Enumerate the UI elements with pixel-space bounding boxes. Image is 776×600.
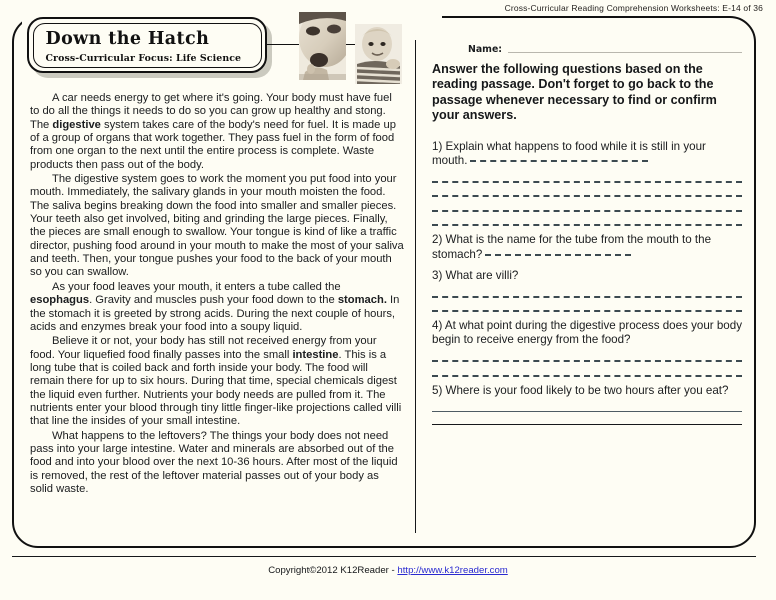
name-input-line[interactable] [508, 52, 742, 53]
name-row [468, 44, 742, 55]
passage-paragraph [30, 281, 404, 334]
title-plate [27, 17, 267, 73]
question-prompt: Where is your food likely to be two hours after you eat? [442, 383, 729, 397]
answer-line[interactable] [432, 411, 742, 412]
questions-list [432, 140, 742, 425]
passage-run: A car needs energy to get where it's going. Your body must have fuel to do all the things it needs to do so you can grow up healthy and stong. The [30, 92, 392, 131]
question-text [432, 384, 742, 398]
page-subtitle: Cross-Curricular Focus: Life Science [45, 53, 242, 64]
series-label: Cross-Curricular Reading Comprehension Worksheets: E-14 of 36 [504, 3, 763, 13]
answer-line[interactable] [432, 224, 742, 226]
question-prompt: Explain what happens to food while it is still in your mouth. [432, 139, 706, 167]
question-text [432, 269, 742, 283]
answer-line[interactable] [432, 424, 742, 425]
passage-term: digestive [52, 118, 101, 131]
answer-line[interactable] [432, 210, 742, 212]
passage-term: stomach. [337, 294, 387, 307]
passage-run: What happens to the leftovers? The things your body does not need pass into your large intestine. Water and minerals are absorbed out of the food and into your blood over the next 10-36 hours. After most of the liquid is removed, the rest of the leftover material passes out of your body as solid waste. [30, 429, 398, 495]
child-eating-photo [299, 12, 346, 80]
k12reader-link[interactable]: http://www.k12reader.com [397, 565, 508, 576]
passage-paragraph [30, 335, 404, 428]
answer-line[interactable] [470, 160, 648, 162]
question-text [432, 233, 742, 262]
question-text [432, 319, 742, 348]
passage-paragraph [30, 173, 404, 280]
question-prompt: At what point during the digestive process does your body begin to receive energy from the food? [432, 319, 743, 347]
passage-run: As your food leaves your mouth, it enters a tube called the [52, 280, 341, 293]
footer [0, 565, 776, 576]
boy-eating-photo-art [355, 24, 402, 84]
passage-run: In the stomach it is greeted by strong acids. During the next couple of hours, acids and enzymes break your food into a soupy liquid. [30, 294, 400, 333]
question-block [432, 233, 742, 262]
question-text [432, 140, 742, 169]
passage-run: Believe it or not, your body has still not received energy from your food. Your liquefied food finally passes into the small [30, 335, 377, 361]
answer-line[interactable] [485, 254, 631, 256]
passage-run: . This is a long tube that is coiled back and forth inside your body. The food will remain there for up to six hours. During that time, special chemicals digest the liquid even further. Nutrients your body needs are pulled from it. The nutrients enter your blood through tiny little finger-like projections called villi that line the insides of your small intestine. [30, 348, 402, 428]
answer-line[interactable] [432, 310, 742, 312]
answer-line[interactable] [432, 296, 742, 298]
passage-text [30, 92, 404, 496]
instructions-text: Answer the following questions based on the reading passage. Don't forget to go back to the passage whenever necessary to find or confirm your answers. [432, 62, 717, 123]
passage-run: The digestive system goes to work the moment you put food into your mouth. Immediately, the salivary glands in your mouth moisten the food. The saliva begins breaking down the food into smaller and smaller pieces. Your teeth also get involved, biting and grinding the large pieces. Finally, the pieces are small enough to swallow. Your tongue is kind of like a traffic director, pushing food around in your mouth to make the most of your saliva and teeth. Then, your tongue pushes your food to the back of your mouth so you can swallow. [30, 173, 404, 279]
question-block [432, 319, 742, 377]
passage-run: system takes care of the body's need for fuel. It is made up of a group of organs that work together. They pass fuel in the form of food from one organ to the next until the entire process is complete. Waste products then pass out of the body. [30, 118, 396, 171]
answer-line[interactable] [432, 360, 742, 362]
answer-line[interactable] [432, 195, 742, 197]
passage-paragraph [30, 92, 404, 172]
question-number: 3) [432, 268, 443, 282]
name-label: Name: [468, 44, 503, 55]
question-number: 5) [432, 383, 443, 397]
question-block [432, 384, 742, 425]
question-block [432, 140, 742, 227]
child-eating-photo-art [299, 12, 346, 80]
question-prompt: What is the name for the tube from the mouth to the stomach? [432, 233, 712, 261]
question-number: 1) [432, 139, 443, 153]
copyright-text: Copyright©2012 K12Reader - [268, 565, 398, 576]
question-prompt: What are villi? [442, 268, 519, 282]
boy-eating-photo [355, 24, 402, 84]
passage-run: . Gravity and muscles push your food down to the [89, 294, 338, 307]
title-plate-inner [33, 23, 262, 68]
passage-term: intestine [292, 348, 339, 361]
footer-divider [12, 556, 756, 557]
passage-paragraph [30, 430, 404, 497]
page-title: Down the Hatch [45, 28, 210, 49]
question-block [432, 269, 742, 312]
answer-line[interactable] [432, 375, 742, 377]
column-divider [415, 40, 416, 533]
question-number: 2) [432, 233, 443, 247]
reading-passage-column [30, 92, 404, 497]
answer-line[interactable] [432, 181, 742, 183]
passage-term: esophagus [30, 294, 90, 307]
question-number: 4) [432, 319, 443, 333]
questions-column [432, 44, 742, 432]
